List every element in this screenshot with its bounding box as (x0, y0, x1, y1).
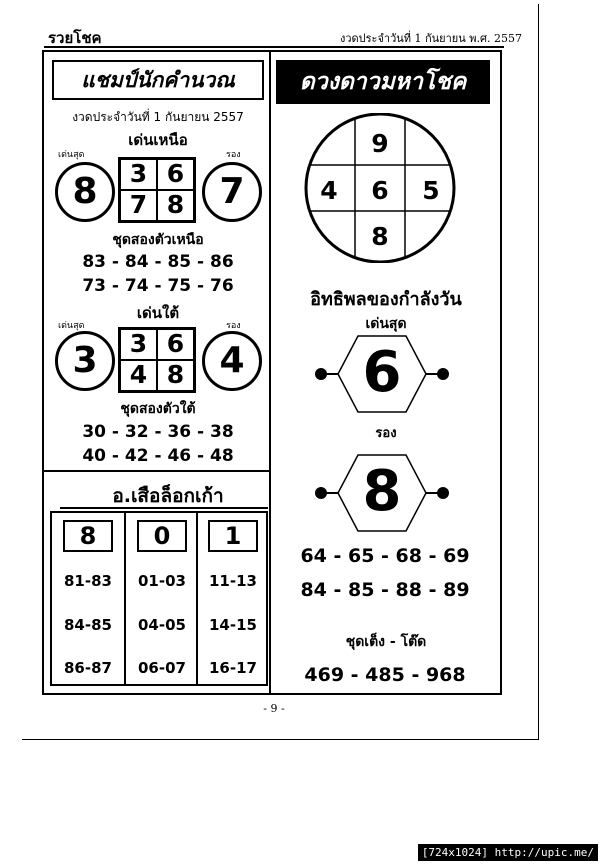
set-numbers: 469 - 485 - 968 (304, 664, 466, 686)
column-divider (269, 52, 271, 693)
bottom-heading: เด่นใต้ (136, 304, 180, 322)
bottom-second-label: รอง (226, 321, 241, 331)
tiger-range: 14-15 (209, 616, 257, 634)
top-grid-cell: 7 (120, 190, 157, 221)
tiger-digit: 8 (63, 520, 113, 552)
image-host-tag: [724x1024] http://upic.me/ (418, 844, 598, 861)
top-grid-cell: 8 (157, 190, 194, 221)
top-pairs-heading: ชุดสองตัวเหนือ (112, 232, 204, 248)
top-grid-cell: 3 (120, 159, 157, 190)
tiger-range: 01-03 (138, 572, 186, 590)
top-grid-cell: 6 (157, 159, 194, 190)
top-second-circle (202, 162, 262, 222)
page-number: - 9 - (263, 702, 285, 715)
wheel-right: 5 (422, 176, 440, 205)
top-main-circle (55, 162, 115, 222)
left-panel-date: งวดประจำวันที่ 1 กันยายน 2557 (72, 110, 244, 124)
tiger-range: 11-13 (209, 572, 257, 590)
section-divider (44, 470, 270, 472)
bottom-grid-cell: 8 (157, 360, 194, 391)
tiger-column (52, 513, 124, 684)
top-second-number: 7 (219, 171, 245, 212)
bottom-pairs-heading: ชุดสองตัวใต้ (120, 401, 196, 417)
bottom-main-label: เด่นสุด (58, 321, 85, 331)
tiger-title: อ.เสือล็อกเก้า (112, 485, 224, 507)
scan-edge-bottom (22, 739, 538, 740)
wheel-bottom: 8 (371, 222, 389, 251)
tiger-table (50, 511, 268, 686)
tiger-range: 04-05 (138, 616, 186, 634)
bottom-pairs-row1: 30 - 32 - 36 - 38 (82, 422, 234, 442)
influence-heading: อิทธิพลของกำลังวัน (310, 289, 462, 310)
magazine-title: รวยโชค (48, 29, 102, 47)
issue-date: งวดประจำวันที่ 1 กันยายน พ.ศ. 2557 (339, 32, 522, 45)
top-main-number: 8 (72, 171, 98, 212)
tiger-digit: 1 (208, 520, 258, 552)
tiger-range: 84-85 (64, 616, 112, 634)
bottom-second-circle (202, 331, 262, 391)
influence-second-number: 8 (362, 459, 402, 524)
influence-main-label: เด่นสุด (365, 316, 407, 332)
right-panel-title: ดวงดาวมหาโชค (276, 60, 490, 104)
wheel-top: 9 (371, 129, 389, 158)
wheel-center: 6 (371, 176, 389, 205)
bottom-digit-grid (118, 327, 196, 393)
tiger-column (124, 513, 198, 684)
bottom-pairs-row2: 40 - 42 - 46 - 48 (82, 446, 234, 466)
header-rule (44, 46, 504, 48)
bottom-grid-cell: 3 (120, 329, 157, 360)
right-pairs-row1: 64 - 65 - 68 - 69 (300, 545, 470, 567)
set-label: ชุดเต็ง - โต๊ด (345, 634, 427, 650)
top-second-label: รอง (226, 150, 241, 160)
left-panel-title: แชมป์นักคำนวณ (52, 60, 264, 100)
tiger-range: 06-07 (138, 659, 186, 677)
top-pairs-row1: 83 - 84 - 85 - 86 (82, 252, 234, 272)
bottom-grid-cell: 4 (120, 360, 157, 391)
influence-main-number: 6 (362, 340, 402, 405)
bottom-main-number: 3 (72, 340, 98, 381)
influence-second-label: รอง (375, 426, 397, 441)
tiger-range: 16-17 (209, 659, 257, 677)
bottom-second-number: 4 (219, 340, 245, 381)
tiger-range: 86-87 (64, 659, 112, 677)
bottom-grid-cell: 6 (157, 329, 194, 360)
wheel-left: 4 (320, 176, 338, 205)
tiger-column (196, 513, 268, 684)
top-digit-grid (118, 157, 196, 223)
tiger-digit: 0 (137, 520, 187, 552)
top-main-label: เด่นสุด (58, 150, 85, 160)
scan-edge-right (538, 4, 539, 740)
tiger-range: 81-83 (64, 572, 112, 590)
top-heading: เด่นเหนือ (128, 131, 188, 149)
bottom-main-circle (55, 331, 115, 391)
right-pairs-row2: 84 - 85 - 88 - 89 (300, 579, 470, 601)
tiger-title-underline (60, 507, 268, 509)
top-pairs-row2: 73 - 74 - 75 - 76 (82, 276, 234, 296)
